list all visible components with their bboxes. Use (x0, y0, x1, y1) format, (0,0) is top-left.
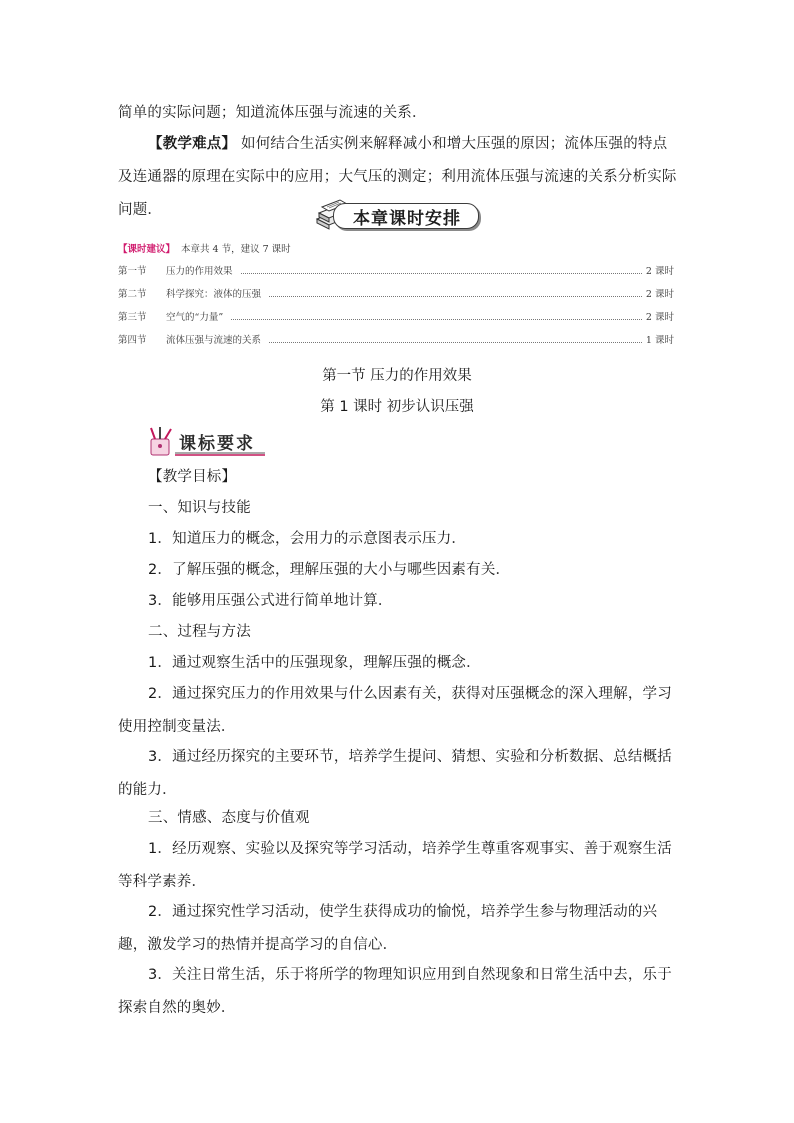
schedule-section: 第二节 (118, 289, 147, 300)
schedule-title: 压力的作用效果 (166, 266, 233, 277)
schedule-section: 第四节 (118, 335, 147, 346)
part3-title: 三、情感、态度与价值观 (148, 810, 310, 826)
suggestion-tag: 【课时建议】 (118, 244, 176, 255)
paragraph-continuation: 简单的实际问题；知道流体压强与流速的关系． (118, 105, 427, 121)
banner-title: 本章课时安排 (353, 209, 461, 229)
schedule-row (118, 263, 674, 277)
suggestion-text: 本章共 4 节，建议 7 课时 (181, 244, 291, 255)
difficulty-text: 如何结合生活实例来解释减小和增大压强的原因；流体压强的特点及连通器的原理在实际中的应用；大气压的测定；利用流体压强与流速的关系分析实际问题． (118, 136, 677, 218)
objectives-heading: 【教学目标】 (148, 469, 237, 485)
difficulty-label: 【教学难点】 (148, 136, 237, 152)
schedule-hours: 2 课时 (645, 312, 674, 323)
leader-dots (231, 313, 642, 320)
objective-item: 1．经历观察、实验以及探究等学习活动，培养学生尊重客观事实、善于观察生活等科学素养． (118, 841, 672, 890)
objective-item: 1．知道压力的概念，会用力的示意图表示压力． (148, 531, 467, 547)
leader-dots (241, 267, 642, 274)
curriculum-requirements-badge (145, 427, 270, 457)
objective-item: 2．通过探究性学习活动，使学生获得成功的愉悦，培养学生参与物理活动的兴趣，激发学习的热情并提高学习的自信心． (118, 904, 658, 953)
schedule-section: 第一节 (118, 266, 147, 277)
objective-item: 3．关注日常生活，乐于将所学的物理知识应用到自然现象和日常生活中去，乐于探索自然的奥妙． (118, 967, 672, 1016)
schedule-row (118, 286, 674, 300)
part1-title: 一、知识与技能 (148, 500, 251, 516)
schedule-section: 第三节 (118, 312, 147, 323)
schedule-hours: 1 课时 (645, 335, 674, 346)
schedule-row (118, 309, 674, 323)
section-title: 第一节 压力的作用效果 (322, 368, 472, 384)
schedule-title: 空气的“力量” (166, 312, 224, 323)
objective-item: 2．了解压强的概念，理解压强的大小与哪些因素有关． (148, 562, 511, 578)
leader-dots (269, 336, 642, 343)
objective-item: 2．通过探究压力的作用效果与什么因素有关，获得对压强概念的深入理解，学习使用控制变量法． (118, 686, 672, 735)
schedule-title: 科学探究：液体的压强 (166, 289, 262, 300)
schedule-suggestion (118, 241, 291, 255)
schedule-title: 流体压强与流速的关系 (166, 335, 262, 346)
chapter-schedule-banner (313, 197, 481, 233)
badge-label: 课标要求 (179, 434, 255, 454)
leader-dots (269, 290, 642, 297)
schedule-hours: 2 课时 (645, 289, 674, 300)
objective-item: 1．通过观察生活中的压强现象，理解压强的概念． (148, 655, 481, 671)
badge-underline (145, 427, 270, 457)
lesson-title: 第 1 课时 初步认识压强 (320, 399, 474, 415)
objective-item: 3．能够用压强公式进行简单地计算． (148, 593, 393, 609)
part2-title: 二、过程与方法 (148, 624, 251, 640)
schedule-hours: 2 课时 (645, 266, 674, 277)
schedule-row (118, 332, 674, 346)
objective-item: 3．通过经历探究的主要环节，培养学生提问、猜想、实验和分析数据、总结概括的能力． (118, 749, 672, 798)
